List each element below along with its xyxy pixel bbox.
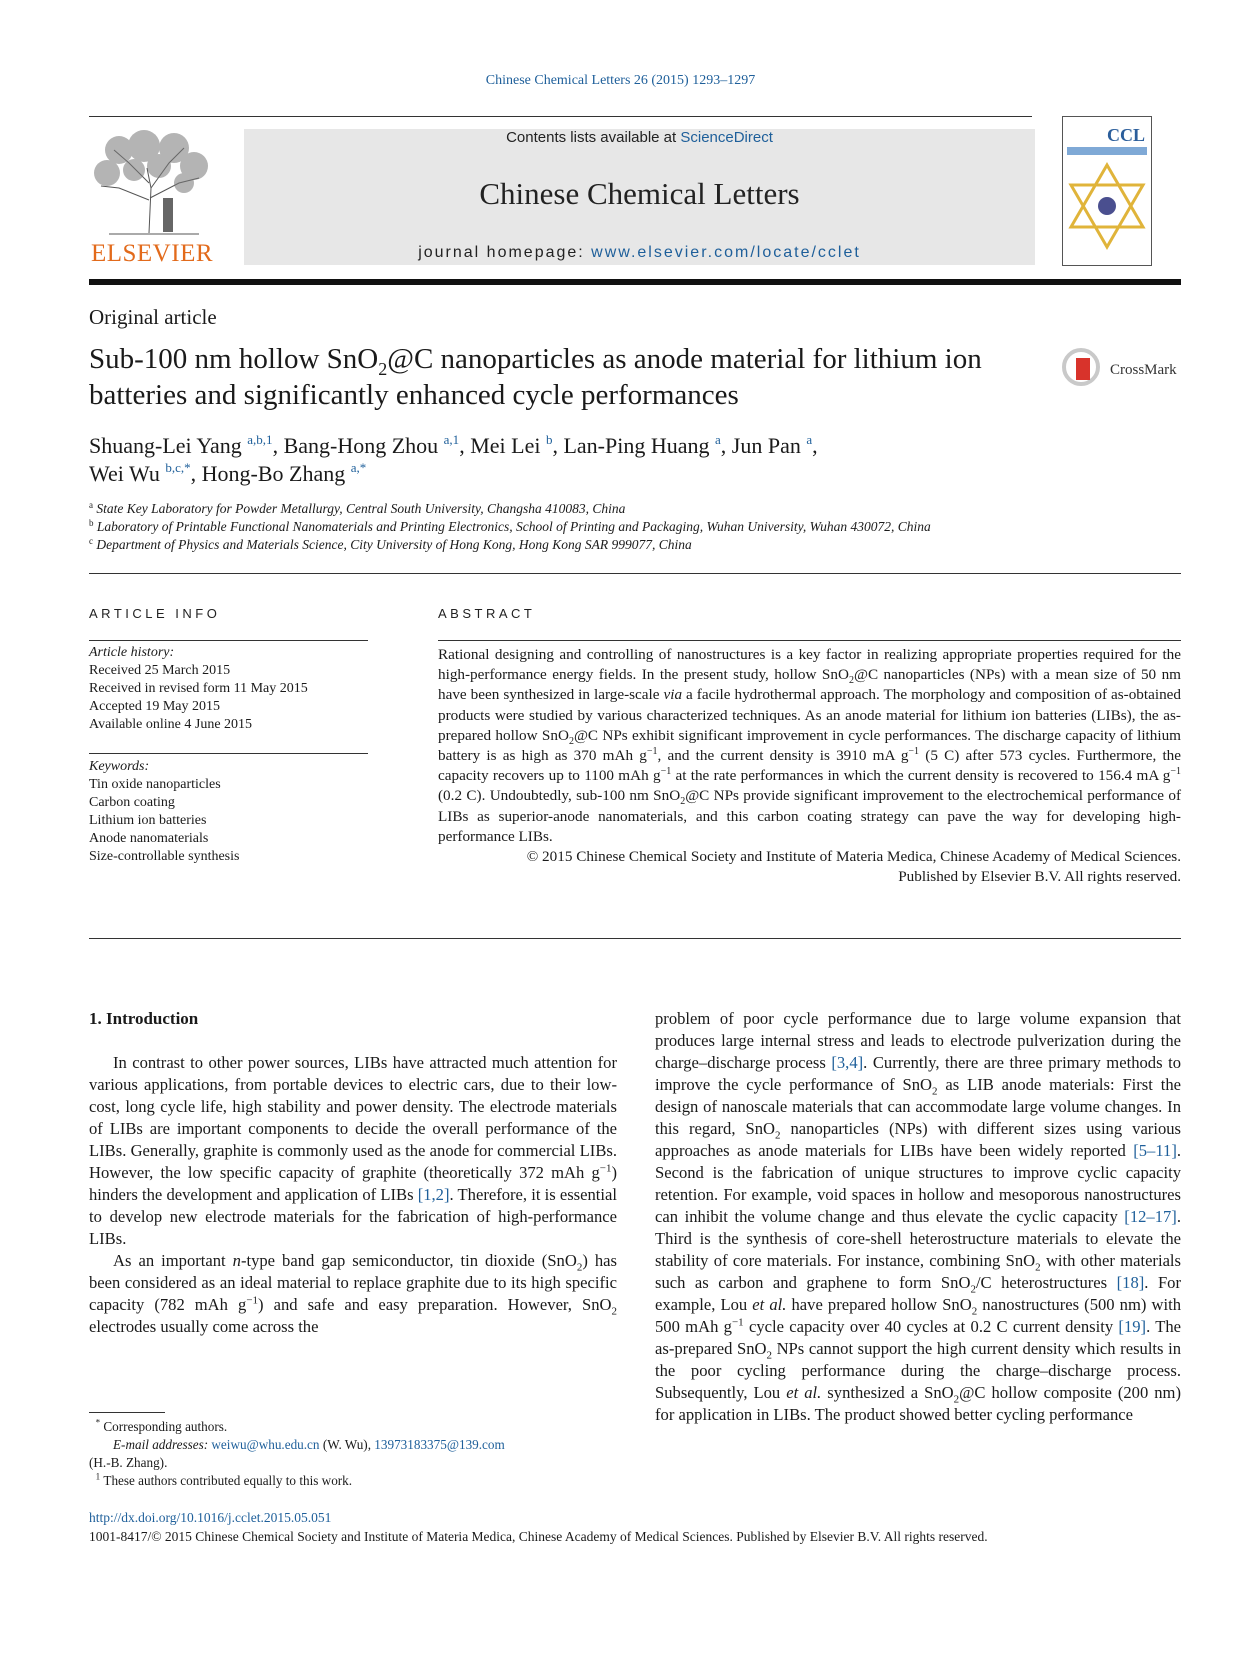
history-item: Received in revised form 11 May 2015	[89, 681, 308, 696]
author-affil-mark[interactable]: a,b,1	[247, 432, 273, 447]
journal-name: Chinese Chemical Letters	[479, 176, 800, 211]
cover-banner	[1067, 147, 1147, 155]
journal-reference[interactable]: Chinese Chemical Letters 26 (2015) 1293–1297	[485, 73, 756, 88]
author-affil-mark[interactable]: b,c,*	[165, 460, 191, 475]
keyword: Size-controllable synthesis	[89, 849, 240, 864]
homepage-link[interactable]: www.elsevier.com/locate/cclet	[591, 244, 861, 261]
cover-triangle-icon	[1063, 161, 1151, 251]
abstract-text: Rational designing and controlling of nanostructures is a key factor in realizing appropriate properties required for the high-performance energy fields. In the present study, hollow SnO$_2$@C nanoparticles (NPs) with a mean size of 50 nm have been synthesized in large-scale via a facile hydrothermal approach. The morphology and composition of as-obtained products were studied by various characterized techniques. As an anode material for lithium ion batteries (LIBs), the as-prepared hollow SnO$_2$@C NPs exhibit significant improvement in cycle performances. The discharge capacity of lithium battery is as high as 370 mAh $g^{-1}$, and the current density is 3910 mA $g^{-1}$ (5 C) after 573 cycles. Furthermore, the capacity recovers up to 1100 mAh $g^{-1}$ at the rate performances in which the current density is recovered to 156.4 mA $g^{-1}$ (0.2 C). Undoubtedly, sub-100 nm SnO$_2$@C NPs provide significant improvement to the electrochemical performance of LIBs as superior-anode nanomaterials, and this carbon coating strategy can pave the way for developing high-performance LIBs. © 2015 Chinese Chemical Society and Institute of Materia Medica, Chinese Academy of Medical Sciences. Published by Elsevier B.V. All rights reserved.	[438, 645, 1181, 887]
citation-link[interactable]: [1,2]	[417, 1185, 450, 1204]
header-thick-rule	[89, 279, 1181, 285]
author[interactable]: Hong-Bo Zhang	[201, 461, 346, 486]
author[interactable]: Shuang-Lei Yang	[89, 433, 242, 458]
email-link[interactable]: weiwu@whu.edu.cn	[211, 1437, 320, 1452]
author-affil-mark[interactable]: a	[806, 432, 813, 447]
history-item: Received 25 March 2015	[89, 663, 231, 678]
body-column-right	[655, 1008, 1181, 1426]
author-affil-mark[interactable]: b	[545, 432, 553, 447]
section-rule	[89, 573, 1181, 574]
author-affil-mark[interactable]: a,1	[443, 432, 460, 447]
article-title: Sub-100 nm hollow SnO$_2$@C nanoparticles as anode material for lithium ion batteries and significantly enhanced cycle performances	[89, 343, 982, 411]
affiliation: $^b$ Laboratory of Printable Functional Nanomaterials and Printing Electronics, School of Printing and Packaging, Wuhan University, Wuhan 430072, China	[89, 518, 931, 534]
tree-icon	[89, 128, 215, 236]
keyword: Lithium ion batteries	[89, 813, 207, 828]
footnote: E-mail addresses: weiwu@whu.edu.cn (W. Wu), 13973183375@139.com	[113, 1437, 505, 1452]
cover-title: CCL	[1106, 125, 1145, 145]
affiliation: $^a$ State Key Laboratory for Powder Metallurgy, Central South University, Changsha 410083, China	[89, 500, 626, 516]
sciencedirect-link[interactable]: ScienceDirect	[680, 129, 773, 146]
abstract-copyright: © 2015 Chinese Chemical Society and Institute of Materia Medica, Chinese Academy of Medical Sciences. Published by Elsevier B.V. All rights reserved.	[526, 848, 1181, 886]
keywords-rule	[89, 753, 368, 754]
history-item: Accepted 19 May 2015	[89, 699, 221, 714]
abstract-rule	[438, 640, 1181, 641]
affiliation: $^c$ Department of Physics and Materials Science, City University of Hong Kong, Hong Kong SAR 999077, China	[89, 536, 692, 552]
author-list: Shuang-Lei Yang $^{a,b,1}$, Bang-Hong Zhou $^{a,1}$, Mei Lei $^b$, Lan-Ping Huang $^a$, Jun Pan $^a$, Wei Wu $^{b,c,*}$, Hong-Bo Zhang $^{a,*}$	[89, 432, 818, 486]
article-info-heading: ARTICLE INFO	[89, 606, 221, 621]
issn-copyright: 1001-8417/© 2015 Chinese Chemical Society and Institute of Materia Medica, Chinese Academy of Medical Sciences. Published by Elsevier B.V. All rights reserved.	[89, 1529, 988, 1544]
elsevier-logo	[89, 128, 215, 268]
abstract-heading: ABSTRACT	[438, 606, 536, 621]
footnote-rule	[89, 1412, 165, 1413]
paragraph: As an important n-type band gap semiconductor, tin dioxide (SnO$_2$) has been considered as an ideal material to replace graphite due to its high specific capacity (782 mAh $g^{-1}$) and safe and easy preparation. However, SnO$_2$ electrodes usually come across the	[89, 1251, 618, 1336]
citation-link[interactable]: [18]	[1116, 1273, 1145, 1292]
section-heading: 1. Introduction	[89, 1009, 199, 1028]
contents-line: Contents lists available at ScienceDirect	[506, 129, 773, 146]
author[interactable]: Jun Pan	[731, 433, 801, 458]
footnote: $^1$ These authors contributed equally to this work.	[95, 1471, 353, 1488]
paragraph: problem of poor cycle performance due to large volume expansion that produces large internal stress and leads to electrode pulverization during the charge–discharge process [3,4]. Currently, there are three primary methods to improve the cycle performance of SnO$_2$ as LIB anode materials: First the design of nanoscale materials that can accommodate large volume changes. In this regard, SnO$_2$ nanoparticles (NPs) with different sizes using various approaches as anode materials for LIBs have been widely reported [5–11]. Second is the fabrication of unique structures to improve cyclic capacity retention. For example, void spaces in hollow and mesoporous nanostructures can inhibit the volume change and thus elevate the cyclic capacity [12–17]. Third is the synthesis of core-shell heterostructure materials to elevate the stability of core materials. For instance, combining SnO$_2$ with other materials such as carbon and graphene to form SnO$_2$/C heterostructures [18]. For example, Lou et al. have prepared hollow SnO$_2$ nanostructures (500 nm) with 500 mAh $g^{-1}$ cycle capacity over 40 cycles at 0.2 C current density [19]. The as-prepared SnO$_2$ NPs cannot support the high current density which results in the poor cycling performance during the charge–discharge process. Subsequently, Lou et al. synthesized a SnO$_2$@C hollow composite (200 nm) for application in LIBs. The product showed better cycling performance	[655, 1009, 1182, 1424]
author[interactable]: Mei Lei	[470, 433, 541, 458]
header-rule	[89, 116, 1032, 117]
author[interactable]: Bang-Hong Zhou	[283, 433, 439, 458]
elsevier-wordmark: ELSEVIER	[90, 240, 214, 267]
paragraph: In contrast to other power sources, LIBs have attracted much attention for various applications, from portable devices to electric cars, due to their low-cost, long cycle life, high stability and power density. The electrode materials of LIBs are important components to decide the overall performance of the LIBs. Generally, graphite is commonly used as the anode for commercial LIBs. However, the low specific capacity of graphite (theoretically 372 mAh $g^{-1}$) hinders the development and application of LIBs [1,2]. Therefore, it is essential to develop new electrode materials for the fabrication of high-performance LIBs.	[89, 1053, 617, 1248]
crossmark-badge[interactable]	[1062, 348, 1197, 394]
article-type: Original article	[89, 305, 217, 329]
footnotes	[89, 1418, 617, 1490]
citation-link[interactable]: [12–17]	[1124, 1207, 1177, 1226]
author[interactable]: Lan-Ping Huang	[563, 433, 710, 458]
citation-link[interactable]: [19]	[1118, 1317, 1147, 1336]
citation-link[interactable]: [5–11]	[1133, 1141, 1177, 1160]
keyword: Carbon coating	[89, 795, 175, 810]
doi-link[interactable]: http://dx.doi.org/10.1016/j.cclet.2015.05.051	[89, 1510, 332, 1525]
article-history: Article history: Received 25 March 2015 Received in revised form 11 May 2015 Accepted 19 May 2015 Available online 4 June 2015	[89, 645, 308, 732]
keyword: Anode nanomaterials	[89, 831, 209, 846]
affiliations	[89, 500, 931, 554]
history-item: Available online 4 June 2015	[89, 717, 253, 732]
keywords: Keywords: Tin oxide nanoparticles Carbon coating Lithium ion batteries Anode nanomaterials Size-controllable synthesis	[89, 759, 240, 864]
author-affil-mark[interactable]: a	[714, 432, 721, 447]
body-column-left	[89, 1008, 617, 1338]
crossmark-label: CrossMark	[1110, 362, 1177, 378]
article-info-rule	[89, 640, 368, 641]
crossmark-icon	[1062, 348, 1100, 386]
keyword: Tin oxide nanoparticles	[89, 777, 221, 792]
journal-banner	[244, 129, 1035, 265]
author-affil-mark[interactable]: a,*	[350, 460, 367, 475]
email-link[interactable]: 13973183375@139.com	[374, 1437, 505, 1452]
footnote: (H.-B. Zhang).	[89, 1455, 168, 1470]
homepage-line: journal homepage: www.elsevier.com/locate/cclet	[418, 244, 861, 261]
body-rule	[89, 938, 1181, 939]
footnote: * Corresponding authors.	[95, 1417, 228, 1434]
journal-cover[interactable]	[1062, 116, 1152, 266]
citation-link[interactable]: [3,4]	[831, 1053, 864, 1072]
author[interactable]: Wei Wu	[89, 461, 160, 486]
